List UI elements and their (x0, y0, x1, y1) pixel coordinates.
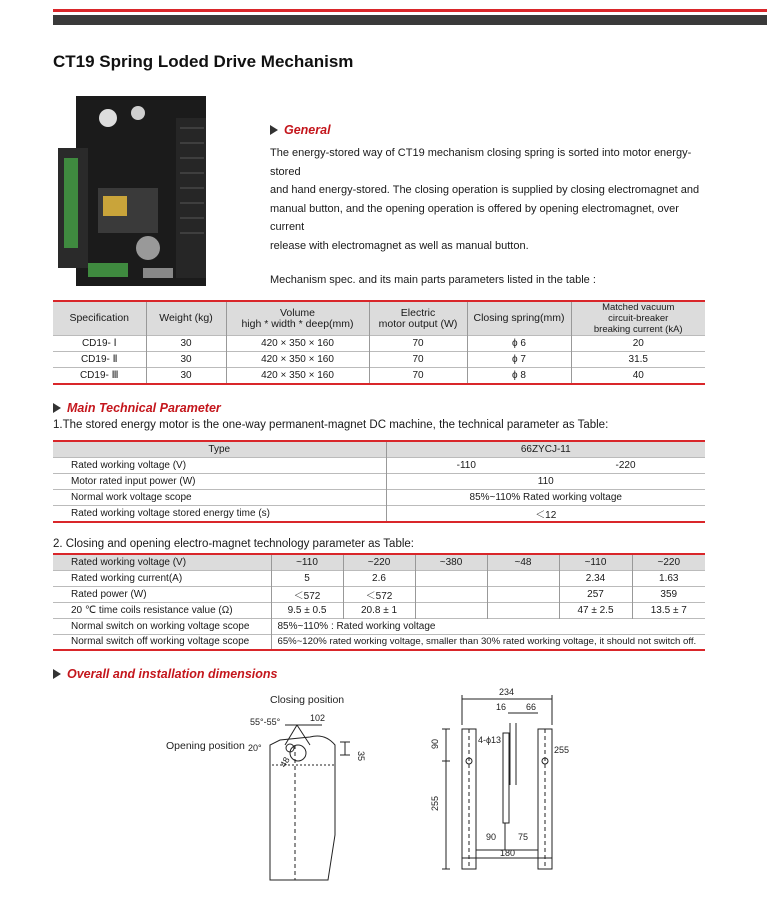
dim-234: 234 (499, 687, 515, 697)
top-decoration-bar (53, 9, 767, 25)
table-cell: 9.5 ± 0.5 (271, 602, 343, 618)
table-cell: ~110 (559, 554, 632, 570)
table-cell: Rated working voltage (V) (53, 554, 271, 570)
type-label: Type (53, 441, 386, 457)
page-title: CT19 Spring Loded Drive Mechanism (53, 52, 354, 71)
triangle-bullet-icon (270, 125, 278, 135)
table-cell (487, 602, 559, 618)
triangle-bullet-icon (53, 403, 61, 413)
spec-col-header: Closing spring(mm) (467, 301, 571, 336)
top-red-line (53, 9, 767, 12)
spec-col-header: Matched vacuum circuit-breaker breaking current (kA) (593, 302, 683, 335)
type-value: 66ZYCJ-11 (386, 441, 705, 457)
dim-90-horizontal: 90 (486, 832, 497, 842)
table-row (53, 554, 705, 570)
dim-48: 48 (278, 755, 292, 769)
spec-table-header (53, 301, 705, 336)
table-cell: ＜572 (271, 586, 343, 602)
table-cell: 20 (571, 336, 705, 352)
dim-102: 102 (310, 713, 326, 723)
dim-20: 20° (248, 743, 262, 753)
table-cell: ~220 (632, 554, 705, 570)
table-cell (415, 570, 487, 586)
table-cell: ~220 (343, 554, 415, 570)
dim-90-vertical: 90 (430, 738, 440, 749)
table-cell: ϕ 8 (467, 368, 571, 384)
table-cell (415, 602, 487, 618)
electromagnet-table (53, 553, 705, 651)
dim-35: 35 (356, 751, 366, 762)
dimension-drawing (160, 685, 720, 890)
table-cell: 30 (146, 352, 226, 368)
table-cell: 47 ± 2.5 (559, 602, 632, 618)
table-cell: 257 (559, 586, 632, 602)
magnet-intro: 2. Closing and opening electro-magnet technology parameter as Table: (53, 538, 414, 550)
table-cell: ϕ 6 (467, 336, 571, 352)
motor-intro: 1.The stored energy motor is the one-way permanent-magnet DC machine, the technical parameter as Table: (53, 419, 609, 431)
table-row (53, 368, 705, 384)
table-cell: 13.5 ± 7 (632, 602, 705, 618)
dim-16: 16 (496, 702, 507, 712)
table-cell (487, 586, 559, 602)
opening-position-label: Opening position (166, 740, 245, 752)
table-intro: Mechanism spec. and its main parts parameters listed in the table : (270, 274, 596, 286)
table-cell: CD19- Ⅱ (53, 352, 146, 368)
table-row (53, 336, 705, 352)
dim-180: 180 (500, 848, 516, 858)
spec-col-header: Electric motor output (W) (369, 301, 467, 336)
table-cell: 31.5 (571, 352, 705, 368)
table-row (53, 586, 705, 602)
table-cell: 1.63 (632, 570, 705, 586)
table-cell: 20.8 ± 1 (343, 602, 415, 618)
table-cell: 2.6 (343, 570, 415, 586)
table-cell: 420 × 350 × 160 (226, 368, 369, 384)
table-cell: ~380 (415, 554, 487, 570)
table-cell: 359 (632, 586, 705, 602)
table-row: Normal switch off working voltage scope 65%~120% rated working voltage, smaller than 30% rated working voltage, it should not switch off. (53, 634, 705, 650)
table-cell: CD19- Ⅲ (53, 368, 146, 384)
table-row (53, 352, 705, 368)
dim-75: 75 (518, 832, 529, 842)
table-row: Normal switch on working voltage scope 85%~110% : Rated working voltage (53, 618, 705, 634)
table-cell: 420 × 350 × 160 (226, 336, 369, 352)
table-cell: 30 (146, 368, 226, 384)
spec-col-header: Volume high * width * deep(mm) (226, 301, 369, 336)
table-row: Rated working voltage stored energy time (s) ＜12 (53, 505, 705, 522)
main-param-heading: Main Technical Parameter (53, 401, 221, 415)
table-cell (487, 570, 559, 586)
general-paragraph: The energy-stored way of CT19 mechanism closing spring is sorted into motor energy-stored and hand energy-stored. The closing operation is supplied by closing electromagnet and manual button, and the opening operation is offered by opening electromagnet, over current release with electromagnet as well as manual button. (270, 147, 700, 252)
side-view-drawing (270, 725, 350, 880)
table-cell: ~48 (487, 554, 559, 570)
spec-table-body (53, 336, 705, 384)
table-row: Motor rated input power (W) 110 (53, 473, 705, 489)
table-cell: Rated power (W) (53, 586, 271, 602)
dim-66: 66 (526, 702, 537, 712)
general-heading: General (270, 123, 331, 137)
table-cell: 20 ℃ time coils resistance value (Ω) (53, 602, 271, 618)
motor-table (53, 440, 705, 523)
dim-255-vertical: 255 (430, 795, 440, 811)
dim-255-right: 255 (554, 745, 570, 755)
spec-col-header: Weight (kg) (146, 301, 226, 336)
table-cell: 70 (369, 352, 467, 368)
table-cell: 5 (271, 570, 343, 586)
front-view-drawing (442, 695, 552, 869)
top-dark-bar (53, 15, 767, 25)
table-cell: ϕ 7 (467, 352, 571, 368)
table-cell: 70 (369, 368, 467, 384)
dimensions-heading: Overall and installation dimensions (53, 667, 277, 681)
table-cell: CD19- Ⅰ (53, 336, 146, 352)
table-row (53, 570, 705, 586)
spec-col-header: Specification (53, 301, 146, 336)
table-cell: ＜572 (343, 586, 415, 602)
table-row (53, 602, 705, 618)
table-cell: Rated working current(A) (53, 570, 271, 586)
spec-table (53, 300, 705, 385)
table-cell: 2.34 (559, 570, 632, 586)
closing-position-label: Closing position (270, 694, 345, 706)
table-row: Normal work voltage scope 85%~110% Rated working voltage (53, 489, 705, 505)
table-cell: ~110 (271, 554, 343, 570)
table-row: Rated working voltage (V) -110 -220 (53, 457, 705, 473)
mechanism-photo (58, 88, 218, 293)
table-row (53, 441, 705, 457)
table-cell: 40 (571, 368, 705, 384)
table-cell: 30 (146, 336, 226, 352)
table-cell (415, 586, 487, 602)
angle-label: 55°-55° (250, 717, 281, 727)
table-cell: 70 (369, 336, 467, 352)
triangle-bullet-icon (53, 669, 61, 679)
table-cell: 420 × 350 × 160 (226, 352, 369, 368)
hole-label: 4-ϕ13 (478, 735, 502, 745)
